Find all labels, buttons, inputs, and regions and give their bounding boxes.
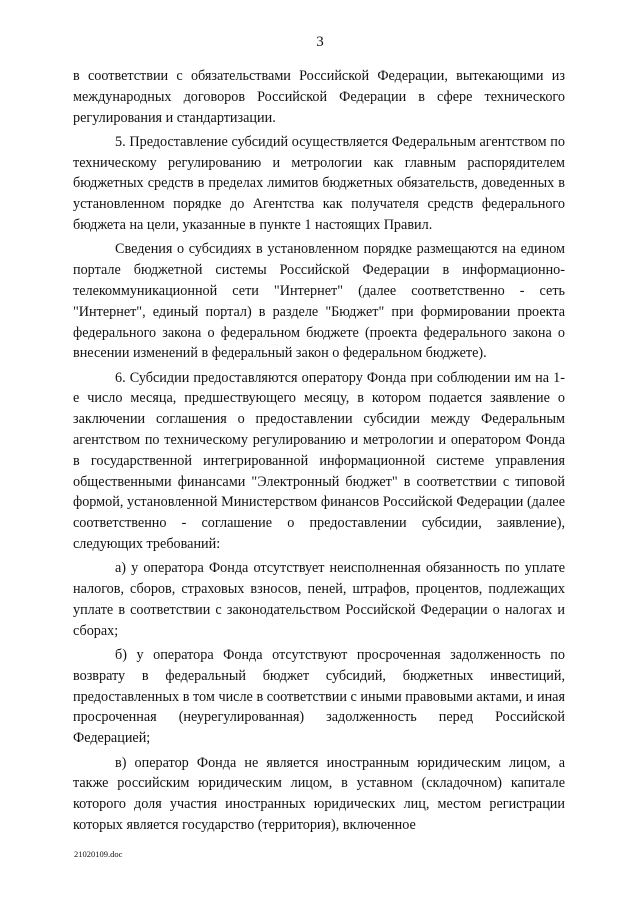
footer-filename: 21020109.doc — [74, 849, 123, 859]
paragraph-subitem-v: в) оператор Фонда не является иностранным юридическим лицом, а также российским юридическим лицом, в уставном (складочном) капитале которого доля участия иностранных юридических лиц, местом регистрации которых является государство (территория), включенное — [73, 754, 565, 833]
paragraph-subsidy-info: Сведения о субсидиях в установленном порядке размещаются на едином портале бюджетной системы Российской Федерации в информационно-телекоммуникационной сети "Интернет" (далее соответственно - сеть "Интернет", единый портал) в разделе "Бюджет" при формировании проекта федерального закона о федеральном бюджете (проекта федерального закона о внесении изменений в федеральный закон о федеральном бюджете). — [73, 241, 565, 362]
paragraph-continuation: в соответствии с обязательствами Российской Федерации, вытекающими из международных договоров Российской Федерации в сфере технического регулирования и стандартизации. — [73, 68, 565, 126]
paragraph-item-5: 5. Предоставление субсидий осуществляется Федеральным агентством по техническому регулированию и метрологии как главным распорядителем бюджетных средств в пределах лимитов бюджетных обязательств, доведенных в установленном порядке до Агентства как получателя средств федерального бюджета на цели, указанные в пункте 1 настоящих Правил. — [73, 133, 565, 234]
paragraph-subitem-a: а) у оператора Фонда отсутствует неисполненная обязанность по уплате налогов, сборов, страховых взносов, пеней, штрафов, процентов, подлежащих уплате в соответствии с законодательством Российской Федерации о налогах и сборах; — [73, 560, 565, 639]
document-body — [73, 66, 565, 836]
paragraph-item-6: 6. Субсидии предоставляются оператору Фонда при соблюдении им на 1-е число месяца, предшествующего месяцу, в котором подается заявление о заключении соглашения о предоставлении субсидии между Федеральным агентством по техническому регулированию и метрологии и оператором Фонда в государственной интегрированной информационной системе управления общественными финансами "Электронный бюджет" в соответствии с типовой формой, установленной Министерством финансов Российской Федерации (далее соответственно - соглашение о предоставлении субсидии, заявление), следующих требований: — [73, 369, 565, 553]
page-number: 3 — [316, 34, 324, 50]
paragraph-subitem-b: б) у оператора Фонда отсутствуют просроченная задолженность по возврату в федеральный бюджет субсидий, бюджетных инвестиций, предоставленных в том числе в соответствии с иными правовыми актами, и иная просроченная (неурегулированная) задолженность перед Российской Федерацией; — [73, 647, 565, 747]
